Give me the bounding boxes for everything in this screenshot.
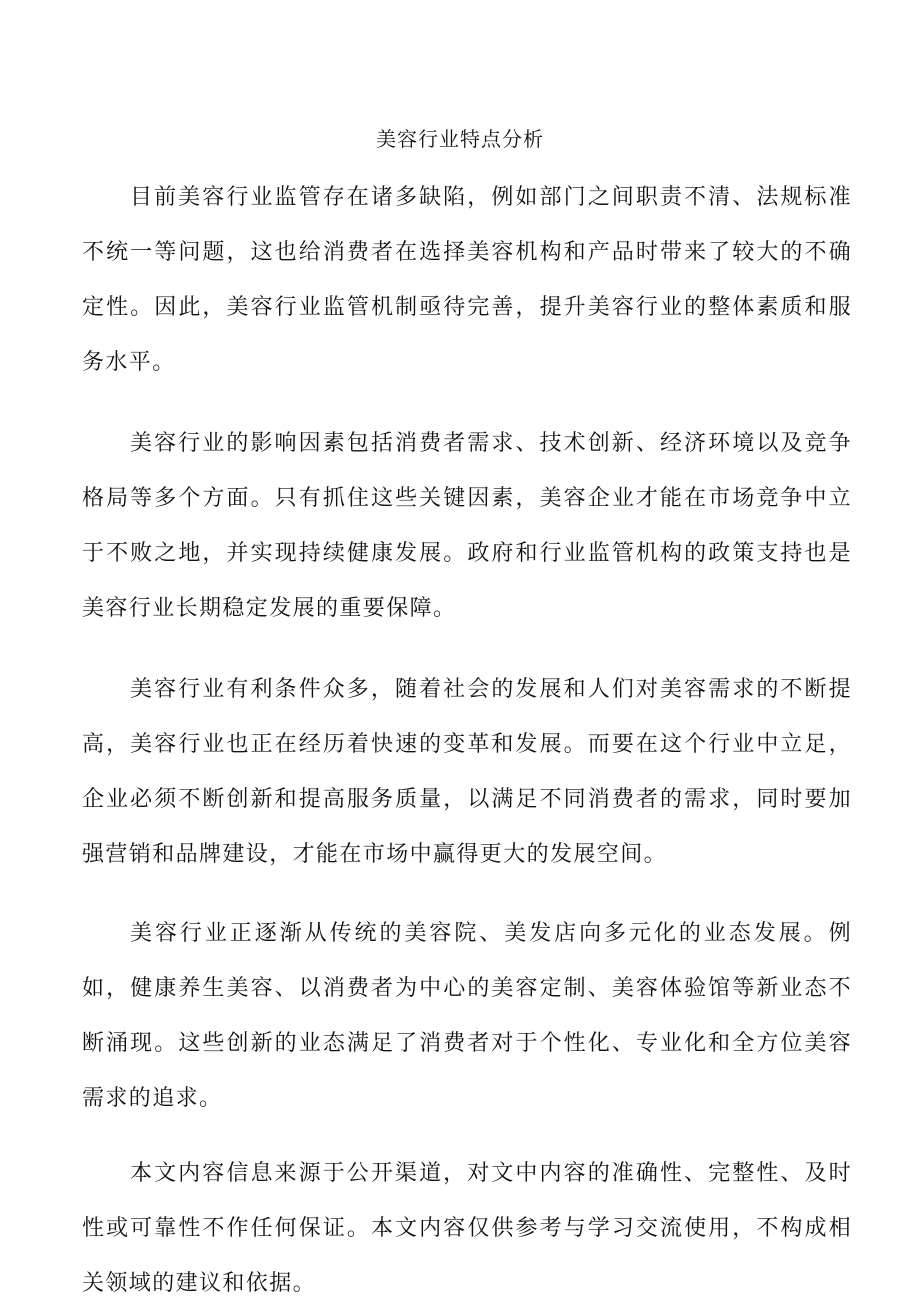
paragraph-disclaimer: 本文内容信息来源于公开渠道，对文中内容的准确性、完整性、及时性或可靠性不作任何保证。本文内容仅供参考与学习交流使用，不构成相关领域的建议和依据。 bbox=[82, 1161, 852, 1296]
paragraph-diversified-formats: 美容行业正逐渐从传统的美容院、美发店向多元化的业态发展。例如，健康养生美容、以消费者为中心的美容定制、美容体验馆等新业态不断涌现。这些创新的业态满足了消费者对于个性化、专业化和全方位美容需求的追求。 bbox=[82, 921, 852, 1111]
paragraph-influencing-factors: 美容行业的影响因素包括消费者需求、技术创新、经济环境以及竞争格局等多个方面。只有抓住这些关键因素，美容企业才能在市场竞争中立于不败之地，并实现持续健康发展。政府和行业监管机构的政策支持也是美容行业长期稳定发展的重要保障。 bbox=[82, 431, 852, 621]
paragraph-regulation: 目前美容行业监管存在诸多缺陷，例如部门之间职责不清、法规标准不统一等问题，这也给消费者在选择美容机构和产品时带来了较大的不确定性。因此，美容行业监管机制亟待完善，提升美容行业的整体素质和服务水平。 bbox=[82, 185, 852, 375]
document-body bbox=[82, 170, 852, 1311]
paragraph-favorable-conditions: 美容行业有利条件众多，随着社会的发展和人们对美容需求的不断提高，美容行业也正在经历着快速的变革和发展。而要在这个行业中立足，企业必须不断创新和提高服务质量，以满足不同消费者的需求，同时要加强营销和品牌建设，才能在市场中赢得更大的发展空间。 bbox=[82, 677, 852, 867]
document-title: 美容行业特点分析 bbox=[376, 127, 544, 151]
